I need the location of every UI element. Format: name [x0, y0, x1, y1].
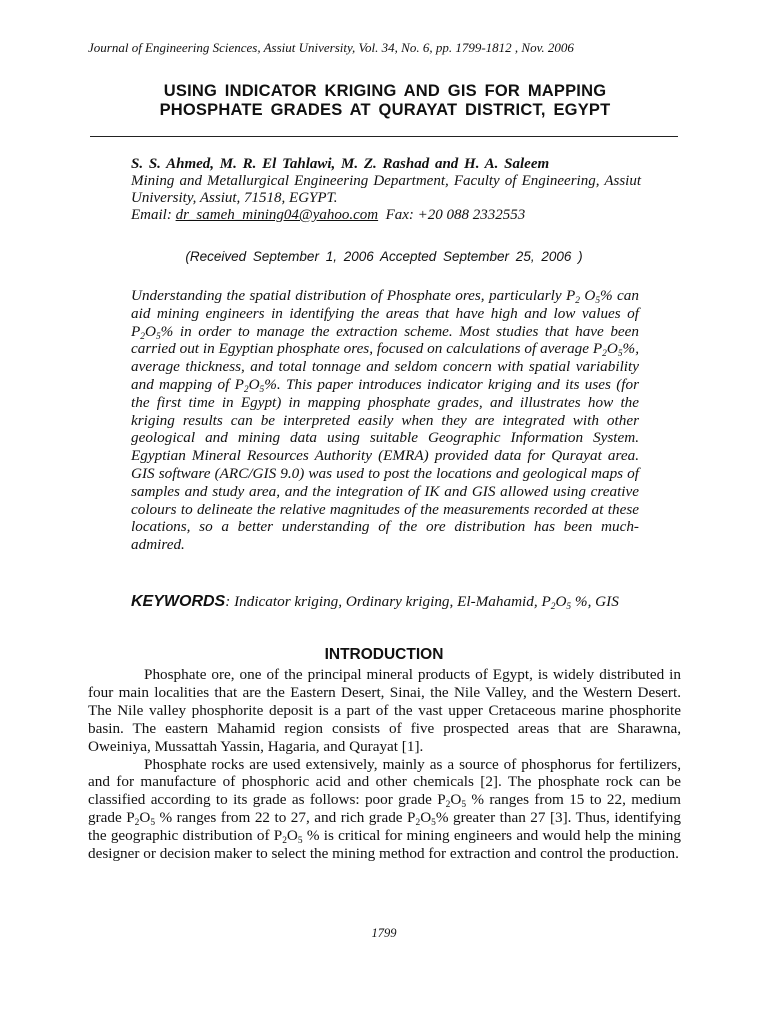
paragraph: Phosphate ore, one of the principal mineral products of Egypt, is widely distributed in four main localities that are the Eastern Desert, Sinai, the Nile Valley, and the Western Desert. The Nile valley phosphorite deposit is a part of the vast upper Cretaceous marine phosphorite basin. The eastern Mahamid region consists of five prospected areas that are Sharawna, Oweiniya, Mussattah Yassin, Hagaria, and Qurayat [1].: [88, 666, 681, 755]
abstract: Understanding the spatial distribution of Phosphate ores, particularly $P_2$ $O_5\%$ can aid mining engineers in identifying the areas that have high and low values of $P_2O_5\%$ in order to manage the extraction scheme. Most studies that have been carried out in Egyptian phosphate ores, focused on calculations of average $P_2O_5\%$, average thickness, and total tonnage and seldom concern with spatial variability and mapping of $P_2O_5\%$. This paper introduces indicator kriging and its uses (for the first time in Egypt) in mapping phosphate grades, and illustrates how the kriging results can be interpreted easily when they are integrated with other geological and mining data using suitable Geographic Information System. Egyptian Mineral Resources Authority (EMRA) provided data for Qurayat area. GIS software (ARC/GIS 9.0) was used to post the locations and geological maps of samples and study area, and the integration of IK and GIS allowed using creative colours to delineate the relative magnitudes of the measurements recorded at these locations, so a better understanding of the ore distribution has been much-admired.: [131, 287, 639, 554]
section-heading-introduction: INTRODUCTION: [324, 646, 444, 663]
author-names: S. S. Ahmed, M. R. El Tahlawi, M. Z. Rashad and H. A. Saleem: [131, 156, 550, 172]
introduction-body: [88, 666, 681, 863]
keywords: KEYWORDS: Indicator kriging, Ordinary kriging, El-Mahamid, $P_2O_5$ %, GIS: [131, 593, 619, 612]
author-block: [131, 156, 641, 224]
fax-number: Fax: +20 088 2332553: [385, 207, 526, 223]
title-divider: [90, 136, 678, 137]
email-label: Email:: [131, 207, 172, 223]
email-link[interactable]: dr_sameh_mining04@yahoo.com: [175, 207, 379, 223]
keywords-label: KEYWORDS: [131, 593, 226, 610]
paragraph: Phosphate rocks are used extensively, mainly as a source of phosphorus for fertilizers, and for manufacture of phosphoric acid and other chemicals [2]. The phosphate rock can be classified according to its grade as follows: poor grade $P_2O_5$ % ranges from 15 to 22, medium grade $P_2O_5$ % ranges from 22 to 27, and rich grade $P_2O_5\%$ greater than 27 [3]. Thus, identifying the geographic distribution of $P_2O_5$ % is critical for mining engineers and would help the mining designer or decision maker to select the mining method for extraction and control the production.: [88, 755, 681, 863]
author-affiliation: Mining and Metallurgical Engineering Department, Faculty of Engineering, Assiut University, Assiut, 71518, EGYPT.: [131, 173, 641, 206]
title-line-2: PHOSPHATE GRADES AT QURAYAT DISTRICT, EGYPT: [159, 101, 611, 119]
journal-header: Journal of Engineering Sciences, Assiut University, Vol. 34, No. 6, pp. 1799-1812 , Nov. 2006: [88, 40, 574, 55]
page-number: 1799: [371, 926, 397, 940]
author-contact: [131, 207, 641, 224]
paper-title: [80, 82, 690, 120]
title-line-1: USING INDICATOR KRIGING AND GIS FOR MAPPING: [163, 82, 607, 100]
received-dates: (Received September 1, 2006 Accepted September 25, 2006 ): [185, 249, 583, 264]
